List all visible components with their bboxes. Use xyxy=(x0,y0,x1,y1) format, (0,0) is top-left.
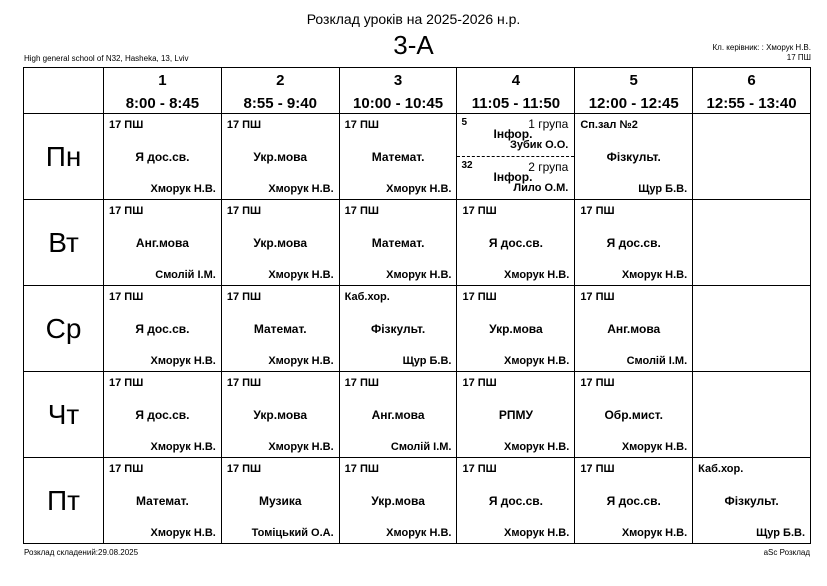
lesson-room: Сп.зал №2 xyxy=(580,119,638,131)
lesson-cell xyxy=(575,372,693,458)
school-name: High general school of N32, Hasheka, 13, Lviv xyxy=(24,54,189,63)
day-label: Пн xyxy=(24,114,104,200)
class-teacher-info xyxy=(713,43,812,63)
lesson-cell xyxy=(457,200,575,286)
lesson-room: 17 ПШ xyxy=(580,377,615,389)
lesson-cell xyxy=(104,200,222,286)
lesson-cell xyxy=(104,458,222,544)
day-label: Пт xyxy=(24,458,104,544)
day-row xyxy=(24,200,811,286)
lesson-room: 17 ПШ xyxy=(109,205,144,217)
lesson-subject: Музика xyxy=(258,494,302,508)
lesson-cell xyxy=(221,372,339,458)
lesson-room: 17 ПШ xyxy=(226,291,262,303)
lesson-cell xyxy=(693,114,811,200)
period-header xyxy=(104,68,222,114)
period-time: 11:05 - 11:50 xyxy=(471,94,561,112)
lesson-teacher: Хморук Н.В. xyxy=(268,183,334,195)
lesson-teacher: Хморук Н.В. xyxy=(268,441,334,453)
created-date: Розклад складений:29.08.2025 xyxy=(24,548,139,557)
lesson-subject: РПМУ xyxy=(498,408,533,422)
lesson-subject: Інфор. xyxy=(493,127,533,141)
period-number: 6 xyxy=(747,71,756,89)
lesson-room: 17 ПШ xyxy=(580,291,615,303)
lesson-teacher: Хморук Н.В. xyxy=(621,527,688,539)
software-name: aSc Розклад xyxy=(763,548,810,557)
period-number: 2 xyxy=(276,71,285,89)
lesson-room: 17 ПШ xyxy=(462,377,497,389)
lesson-teacher: Хморук Н.В. xyxy=(504,269,570,281)
day-row xyxy=(24,286,811,372)
lesson-cell xyxy=(575,458,693,544)
lesson-teacher: Щур Б.В. xyxy=(638,183,688,195)
class-room: 17 ПШ xyxy=(786,53,811,62)
lesson-cell xyxy=(104,114,222,200)
period-header xyxy=(693,68,811,114)
lesson-teacher: Хморук Н.В. xyxy=(621,441,688,453)
lesson-teacher: Хморук Н.В. xyxy=(621,269,688,281)
group-lesson xyxy=(457,114,574,157)
lesson-subject: Обр.мист. xyxy=(604,408,663,422)
lesson-subject: Анг.мова xyxy=(371,408,425,422)
lesson-room: Каб.хор. xyxy=(344,291,390,303)
period-number: 4 xyxy=(511,71,521,89)
period-header-row xyxy=(24,68,811,114)
lesson-cell xyxy=(457,114,575,200)
lesson-room: 17 ПШ xyxy=(462,463,497,475)
lesson-subject: Я дос.св. xyxy=(606,236,661,250)
lesson-subject: Математ. xyxy=(371,150,425,164)
day-label: Ср xyxy=(24,286,104,372)
lesson-room: 17 ПШ xyxy=(462,205,497,217)
lesson-cell xyxy=(693,372,811,458)
lesson-cell xyxy=(457,458,575,544)
lesson-room: 17 ПШ xyxy=(344,463,379,475)
day-row xyxy=(24,458,811,544)
lesson-cell xyxy=(693,286,811,372)
period-number: 3 xyxy=(393,71,403,89)
period-header xyxy=(575,68,693,114)
lesson-cell xyxy=(457,372,575,458)
lesson-cell xyxy=(221,458,339,544)
lesson-room: 32 xyxy=(461,160,473,171)
lesson-teacher: Хморук Н.В. xyxy=(150,355,216,367)
lesson-room: Каб.хор. xyxy=(698,463,744,475)
lesson-teacher: Хморук Н.В. xyxy=(386,269,452,281)
lesson-room: 17 ПШ xyxy=(580,205,615,217)
lesson-cell xyxy=(339,458,457,544)
lesson-teacher: Хморук Н.В. xyxy=(268,355,334,367)
lesson-teacher: Щур Б.В. xyxy=(756,527,805,539)
lesson-room: 17 ПШ xyxy=(226,463,262,475)
page-title: Розклад уроків на 2025-2026 н.р. xyxy=(306,11,521,27)
lesson-room: 17 ПШ xyxy=(344,119,379,131)
lesson-subject: Математ. xyxy=(253,322,307,336)
lesson-cell xyxy=(104,286,222,372)
lesson-teacher: Зубик О.О. xyxy=(509,139,569,151)
lesson-subject: Математ. xyxy=(371,236,425,250)
lesson-subject: Укр.мова xyxy=(253,150,308,164)
lesson-cell xyxy=(221,114,339,200)
lesson-subject: Укр.мова xyxy=(253,408,308,422)
lesson-teacher: Хморук Н.В. xyxy=(386,527,452,539)
lesson-subject: Математ. xyxy=(136,494,189,508)
lesson-room: 17 ПШ xyxy=(109,119,144,131)
lesson-room: 17 ПШ xyxy=(462,291,497,303)
corner-cell xyxy=(24,68,104,114)
period-header xyxy=(339,68,457,114)
period-number: 5 xyxy=(629,71,638,89)
lesson-room: 17 ПШ xyxy=(226,205,262,217)
period-time: 12:55 - 13:40 xyxy=(706,94,797,112)
lesson-room: 17 ПШ xyxy=(344,205,379,217)
lesson-teacher: Смолій І.М. xyxy=(626,355,688,367)
period-header xyxy=(457,68,575,114)
lesson-subject: Я дос.св. xyxy=(135,322,190,336)
day-row xyxy=(24,114,811,200)
lesson-teacher: Хморук Н.В. xyxy=(268,269,334,281)
lesson-teacher: Хморук Н.В. xyxy=(504,527,570,539)
day-label: Вт xyxy=(24,200,104,286)
lesson-teacher: Хморук Н.В. xyxy=(150,183,216,195)
group-label: 1 група xyxy=(528,117,569,131)
lesson-cell xyxy=(693,200,811,286)
lesson-room: 17 ПШ xyxy=(580,463,615,475)
period-header xyxy=(221,68,339,114)
period-time: 10:00 - 10:45 xyxy=(353,94,444,112)
lesson-room: 17 ПШ xyxy=(226,119,262,131)
lesson-teacher: Хморук Н.В. xyxy=(504,355,570,367)
lesson-room: 17 ПШ xyxy=(226,377,262,389)
group-lesson xyxy=(457,157,574,199)
lesson-room: 17 ПШ xyxy=(109,291,144,303)
timetable-grid xyxy=(23,67,811,544)
lesson-room: 5 xyxy=(461,117,468,128)
lesson-subject: Я дос.св. xyxy=(488,236,543,250)
period-number: 1 xyxy=(158,71,167,89)
lesson-cell xyxy=(339,286,457,372)
lesson-cell xyxy=(339,114,457,200)
lesson-subject: Інфор. xyxy=(493,170,533,184)
lesson-cell xyxy=(575,286,693,372)
timetable-body xyxy=(24,114,811,544)
lesson-cell xyxy=(221,286,339,372)
lesson-subject: Укр.мова xyxy=(489,322,543,336)
period-time: 8:00 - 8:45 xyxy=(125,94,200,112)
lesson-cell xyxy=(339,200,457,286)
lesson-teacher: Хморук Н.В. xyxy=(150,527,216,539)
lesson-subject: Анг.мова xyxy=(135,236,189,250)
lesson-subject: Я дос.св. xyxy=(488,494,543,508)
lesson-teacher: Томіцький О.А. xyxy=(251,527,334,539)
lesson-teacher: Щур Б.В. xyxy=(402,355,452,367)
lesson-subject: Укр.мова xyxy=(371,494,425,508)
lesson-teacher: Смолій І.М. xyxy=(155,269,216,281)
period-time: 8:55 - 9:40 xyxy=(243,94,317,112)
lesson-cell xyxy=(457,286,575,372)
lesson-room: 17 ПШ xyxy=(109,377,144,389)
day-label: Чт xyxy=(24,372,104,458)
lesson-cell xyxy=(693,458,811,544)
period-time: 12:00 - 12:45 xyxy=(588,94,679,112)
lesson-subject: Фізкульт. xyxy=(606,150,661,164)
lesson-subject: Я дос.св. xyxy=(135,408,190,422)
lesson-teacher: Смолій І.М. xyxy=(390,441,452,453)
lesson-subject: Я дос.св. xyxy=(135,150,190,164)
lesson-teacher: Хморук Н.В. xyxy=(150,441,216,453)
lesson-teacher: Хморук Н.В. xyxy=(386,183,452,195)
lesson-cell xyxy=(104,372,222,458)
class-teacher: Кл. керівник: : Хморук Н.В. xyxy=(712,43,811,52)
lesson-teacher: Хморук Н.В. xyxy=(504,441,570,453)
lesson-cell xyxy=(575,114,693,200)
lesson-subject: Укр.мова xyxy=(253,236,308,250)
lesson-cell xyxy=(221,200,339,286)
group-label: 2 група xyxy=(528,160,569,174)
class-name: 3-А xyxy=(393,30,434,60)
lesson-teacher: Лило О.М. xyxy=(513,182,569,194)
lesson-subject: Фізкульт. xyxy=(724,494,779,508)
lesson-subject: Фізкульт. xyxy=(370,322,426,336)
lesson-subject: Анг.мова xyxy=(607,322,661,336)
lesson-room: 17 ПШ xyxy=(109,463,144,475)
lesson-cell xyxy=(339,372,457,458)
day-row xyxy=(24,372,811,458)
lesson-room: 17 ПШ xyxy=(344,377,379,389)
lesson-cell xyxy=(575,200,693,286)
lesson-subject: Я дос.св. xyxy=(606,494,661,508)
